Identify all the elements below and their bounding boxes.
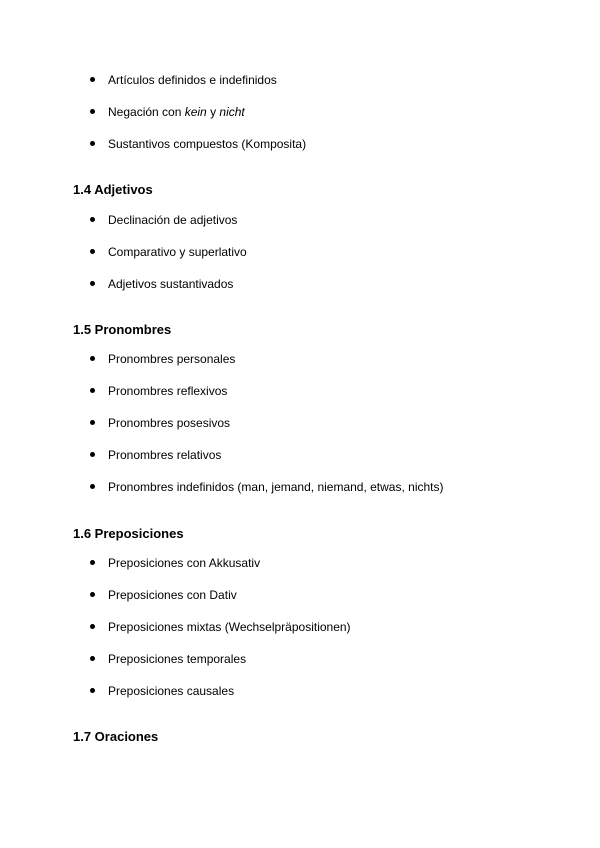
bullet-icon xyxy=(90,592,95,597)
list-item-text: Adjetivos sustantivados xyxy=(108,277,234,291)
list-item-text: Pronombres relativos xyxy=(108,448,222,462)
list-item-text: Pronombres reflexivos xyxy=(108,384,228,398)
list-item-text: Preposiciones temporales xyxy=(108,652,247,666)
list-item xyxy=(0,137,600,169)
bullet-icon xyxy=(90,217,95,222)
section-heading-oraciones: 1.7 Oraciones xyxy=(73,729,159,744)
list-item xyxy=(0,416,600,448)
list-item-text: Preposiciones con Dativ xyxy=(108,588,237,602)
list-item-text: Declinación de adjetivos xyxy=(108,213,238,227)
list-item-text xyxy=(108,105,245,119)
bullet-icon xyxy=(90,281,95,286)
bullet-list-adjetivos xyxy=(0,213,600,309)
list-item-text-pre: Negación con xyxy=(108,105,185,119)
list-item-emphasis-nicht: nicht xyxy=(219,105,245,119)
list-item-emphasis-kein: kein xyxy=(184,105,207,119)
bullet-icon xyxy=(90,624,95,629)
list-item-text: Pronombres posesivos xyxy=(108,416,231,430)
section-heading-pronombres: 1.5 Pronombres xyxy=(73,322,172,337)
list-item-text: Artículos definidos e indefinidos xyxy=(108,73,277,87)
bullet-icon xyxy=(90,388,95,393)
list-item xyxy=(0,652,600,684)
bullet-list-intro xyxy=(0,73,600,169)
list-item-text: Pronombres indefinidos (man, jemand, niemand, etwas, nichts) xyxy=(108,480,444,494)
bullet-icon xyxy=(90,560,95,565)
list-item xyxy=(0,213,600,245)
bullet-icon xyxy=(90,356,95,361)
list-item-text: Preposiciones causales xyxy=(108,684,235,698)
bullet-icon xyxy=(90,656,95,661)
list-item xyxy=(0,684,600,716)
list-item xyxy=(0,245,600,277)
bullet-icon xyxy=(90,141,95,146)
list-item xyxy=(0,73,600,105)
list-item-text: Sustantivos compuestos (Komposita) xyxy=(108,137,307,151)
list-item xyxy=(0,556,600,588)
bullet-icon xyxy=(90,77,95,82)
list-item xyxy=(0,105,600,137)
list-item-text: Preposiciones con Akkusativ xyxy=(108,556,261,570)
list-item xyxy=(0,620,600,652)
bullet-list-preposiciones xyxy=(0,556,600,716)
list-item xyxy=(0,277,600,309)
bullet-icon xyxy=(90,452,95,457)
list-item xyxy=(0,384,600,416)
bullet-icon xyxy=(90,249,95,254)
section-heading-adjetivos: 1.4 Adjetivos xyxy=(73,182,153,197)
list-item xyxy=(0,448,600,480)
list-item xyxy=(0,480,600,512)
bullet-list-pronombres xyxy=(0,352,600,512)
list-item xyxy=(0,352,600,384)
list-item xyxy=(0,588,600,620)
list-item-text-mid: y xyxy=(206,105,220,119)
list-item-text: Preposiciones mixtas (Wechselpräpositionen) xyxy=(108,620,351,634)
bullet-icon xyxy=(90,109,95,114)
bullet-icon xyxy=(90,484,95,489)
bullet-icon xyxy=(90,420,95,425)
list-item-text: Comparativo y superlativo xyxy=(108,245,247,259)
bullet-icon xyxy=(90,688,95,693)
list-item-text: Pronombres personales xyxy=(108,352,236,366)
section-heading-preposiciones: 1.6 Preposiciones xyxy=(73,526,184,541)
